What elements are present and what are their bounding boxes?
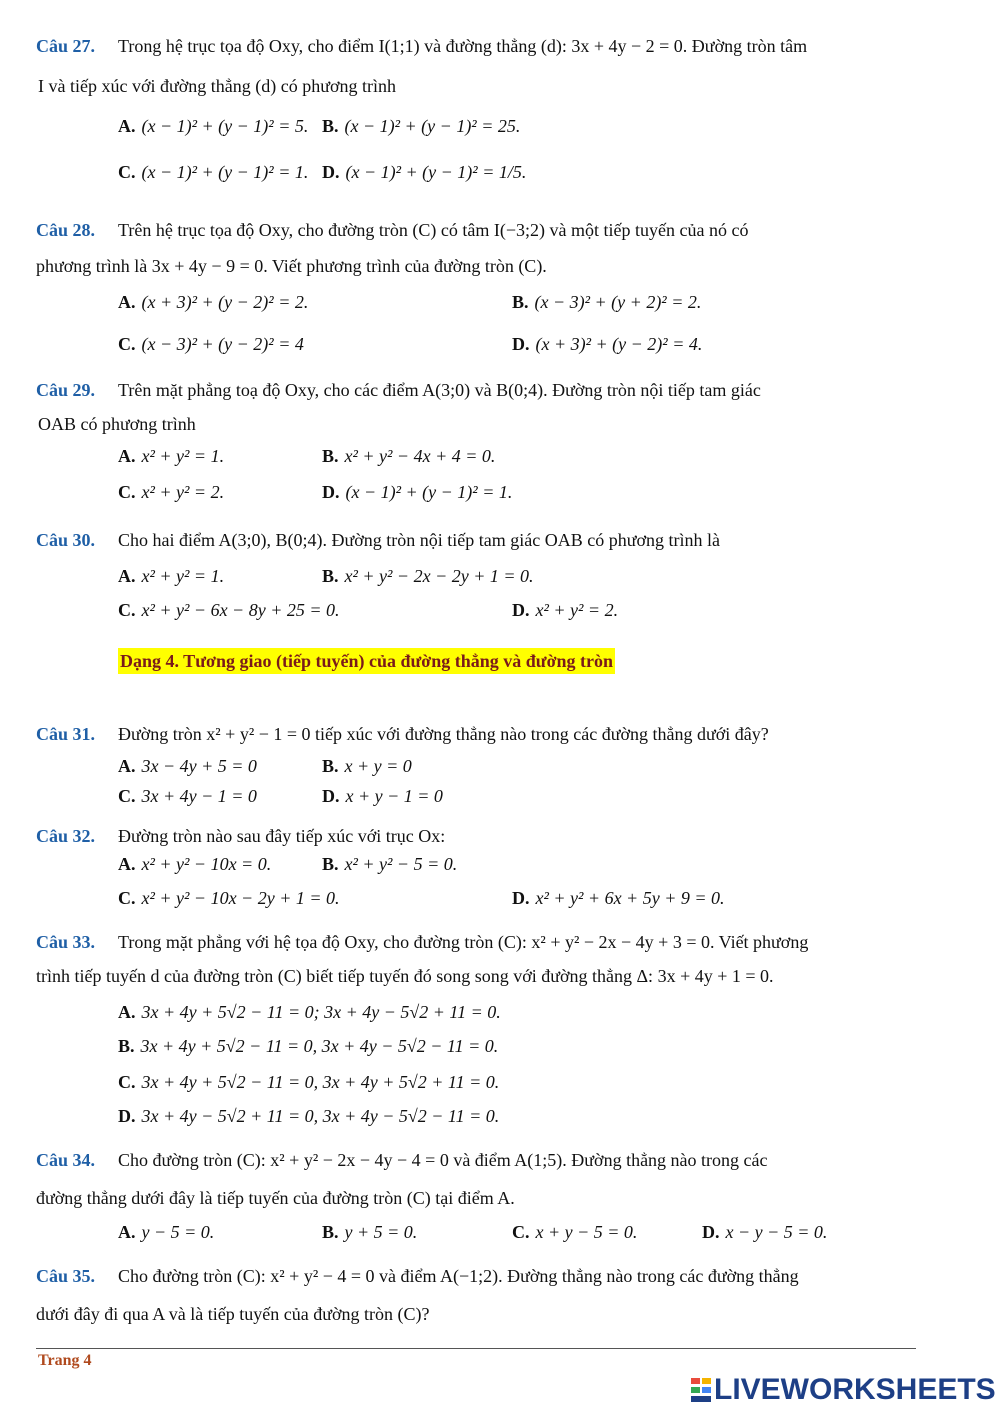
question-31-option-d[interactable]: D. x + y − 1 = 0 <box>322 786 443 806</box>
question-29-option-a[interactable]: A. x² + y² = 1. <box>118 446 225 466</box>
question-31-label: Câu 31. <box>36 724 96 744</box>
question-34-option-b[interactable]: B. y + 5 = 0. <box>322 1222 418 1242</box>
question-30-option-a[interactable]: A. x² + y² = 1. <box>118 566 225 586</box>
question-29-label: Câu 29. <box>36 380 96 400</box>
question-35-stem-cont: dưới đây đi qua A và là tiếp tuyến của đường tròn (C)? <box>36 1304 430 1324</box>
question-28-stem: Câu 28. Trên hệ trục tọa độ Oxy, cho đường tròn (C) có tâm I(−3;2) và một tiếp tuyến của nó có <box>36 220 749 240</box>
question-35-stem: Câu 35. Cho đường tròn (C): x² + y² − 4 = 0 và điểm A(−1;2). Đường thẳng nào trong các đường thẳng <box>36 1266 799 1286</box>
question-30-label: Câu 30. <box>36 530 96 550</box>
question-31-option-a[interactable]: A. 3x − 4y + 5 = 0 <box>118 756 257 776</box>
page-number: Trang 4 <box>38 1352 92 1369</box>
question-28-stem-cont: phương trình là 3x + 4y − 9 = 0. Viết phương trình của đường tròn (C). <box>36 256 547 276</box>
question-34-stem: Câu 34. Cho đường tròn (C): x² + y² − 2x − 4y − 4 = 0 và điểm A(1;5). Đường thẳng nào trong các <box>36 1150 768 1170</box>
question-29-stem-cont: OAB có phương trình <box>38 414 196 434</box>
question-30-option-c[interactable]: C. x² + y² − 6x − 8y + 25 = 0. <box>118 600 340 620</box>
question-32-label: Câu 32. <box>36 826 96 846</box>
question-35-label: Câu 35. <box>36 1266 96 1286</box>
question-32-option-d[interactable]: D. x² + y² + 6x + 5y + 9 = 0. <box>512 888 725 908</box>
question-30-option-d[interactable]: D. x² + y² = 2. <box>512 600 619 620</box>
question-28-option-a[interactable]: A. (x + 3)² + (y − 2)² = 2. <box>118 292 309 312</box>
question-27-option-c[interactable]: C. (x − 1)² + (y − 1)² = 1. <box>118 162 309 182</box>
question-33-option-d[interactable]: D. 3x + 4y − 5√2 + 11 = 0, 3x + 4y − 5√2 − 11 = 0. <box>118 1106 500 1126</box>
question-27-label: Câu 27. <box>36 36 96 56</box>
liveworksheets-logo-icon <box>690 1376 712 1404</box>
question-32-option-a[interactable]: A. x² + y² − 10x = 0. <box>118 854 272 874</box>
question-29-stem: Câu 29. Trên mặt phẳng toạ độ Oxy, cho các điểm A(3;0) và B(0;4). Đường tròn nội tiếp tam giác <box>36 380 761 400</box>
question-28-option-b[interactable]: B. (x − 3)² + (y + 2)² = 2. <box>512 292 702 312</box>
question-27-option-b[interactable]: B. (x − 1)² + (y − 1)² = 25. <box>322 116 521 136</box>
footer-divider <box>36 1348 916 1349</box>
brand-logo[interactable] <box>690 1372 996 1408</box>
question-31-option-c[interactable]: C. 3x + 4y − 1 = 0 <box>118 786 257 806</box>
question-34-option-d[interactable]: D. x − y − 5 = 0. <box>702 1222 828 1242</box>
question-34-label: Câu 34. <box>36 1150 96 1170</box>
question-32-option-c[interactable]: C. x² + y² − 10x − 2y + 1 = 0. <box>118 888 340 908</box>
section-heading: Dạng 4. Tương giao (tiếp tuyến) của đường thẳng và đường tròn <box>118 648 615 674</box>
question-29-option-d[interactable]: D. (x − 1)² + (y − 1)² = 1. <box>322 482 513 502</box>
question-34-option-c[interactable]: C. x + y − 5 = 0. <box>512 1222 638 1242</box>
question-27-stem-cont: I và tiếp xúc với đường thẳng (d) có phương trình <box>38 76 396 96</box>
question-33-label: Câu 33. <box>36 932 96 952</box>
question-28-option-c[interactable]: C. (x − 3)² + (y − 2)² = 4 <box>118 334 304 354</box>
question-34-option-a[interactable]: A. y − 5 = 0. <box>118 1222 215 1242</box>
question-28-option-d[interactable]: D. (x + 3)² + (y − 2)² = 4. <box>512 334 703 354</box>
question-32-option-b[interactable]: B. x² + y² − 5 = 0. <box>322 854 458 874</box>
question-30-option-b[interactable]: B. x² + y² − 2x − 2y + 1 = 0. <box>322 566 534 586</box>
question-34-stem-cont: đường thẳng dưới đây là tiếp tuyến của đường tròn (C) tại điểm A. <box>36 1188 515 1208</box>
question-33-option-a[interactable]: A. 3x + 4y + 5√2 − 11 = 0; 3x + 4y − 5√2 + 11 = 0. <box>118 1002 501 1022</box>
question-29-option-b[interactable]: B. x² + y² − 4x + 4 = 0. <box>322 446 496 466</box>
question-27-option-a[interactable]: A. (x − 1)² + (y − 1)² = 5. <box>118 116 309 136</box>
question-28-label: Câu 28. <box>36 220 96 240</box>
question-27-option-d[interactable]: D. (x − 1)² + (y − 1)² = 1/5. <box>322 162 527 182</box>
question-31-stem: Câu 31. Đường tròn x² + y² − 1 = 0 tiếp xúc với đường thẳng nào trong các đường thẳng dưới đây? <box>36 724 769 744</box>
question-32-stem: Câu 32. Đường tròn nào sau đây tiếp xúc với trục Ox: <box>36 826 446 846</box>
question-30-stem: Câu 30. Cho hai điểm A(3;0), B(0;4). Đường tròn nội tiếp tam giác OAB có phương trình là <box>36 530 720 550</box>
question-33-option-c[interactable]: C. 3x + 4y + 5√2 − 11 = 0, 3x + 4y + 5√2 + 11 = 0. <box>118 1072 500 1092</box>
question-33-option-b[interactable]: B. 3x + 4y + 5√2 − 11 = 0, 3x + 4y − 5√2 − 11 = 0. <box>118 1036 499 1056</box>
question-27-stem: Câu 27. Trong hệ trục tọa độ Oxy, cho điểm I(1;1) và đường thẳng (d): 3x + 4y − 2 = 0. Đường tròn tâm <box>36 36 808 56</box>
question-29-option-c[interactable]: C. x² + y² = 2. <box>118 482 225 502</box>
brand-name: LIVEWORKSHEETS <box>714 1373 996 1406</box>
question-31-option-b[interactable]: B. x + y = 0 <box>322 756 412 776</box>
question-33-stem: Câu 33. Trong mặt phẳng với hệ tọa độ Oxy, cho đường tròn (C): x² + y² − 2x − 4y + 3 = 0. Viết phương <box>36 932 809 952</box>
question-33-stem-cont: trình tiếp tuyến d của đường tròn (C) biết tiếp tuyến đó song song với đường thẳng Δ: 3x + 4y + 1 = 0. <box>36 966 774 986</box>
